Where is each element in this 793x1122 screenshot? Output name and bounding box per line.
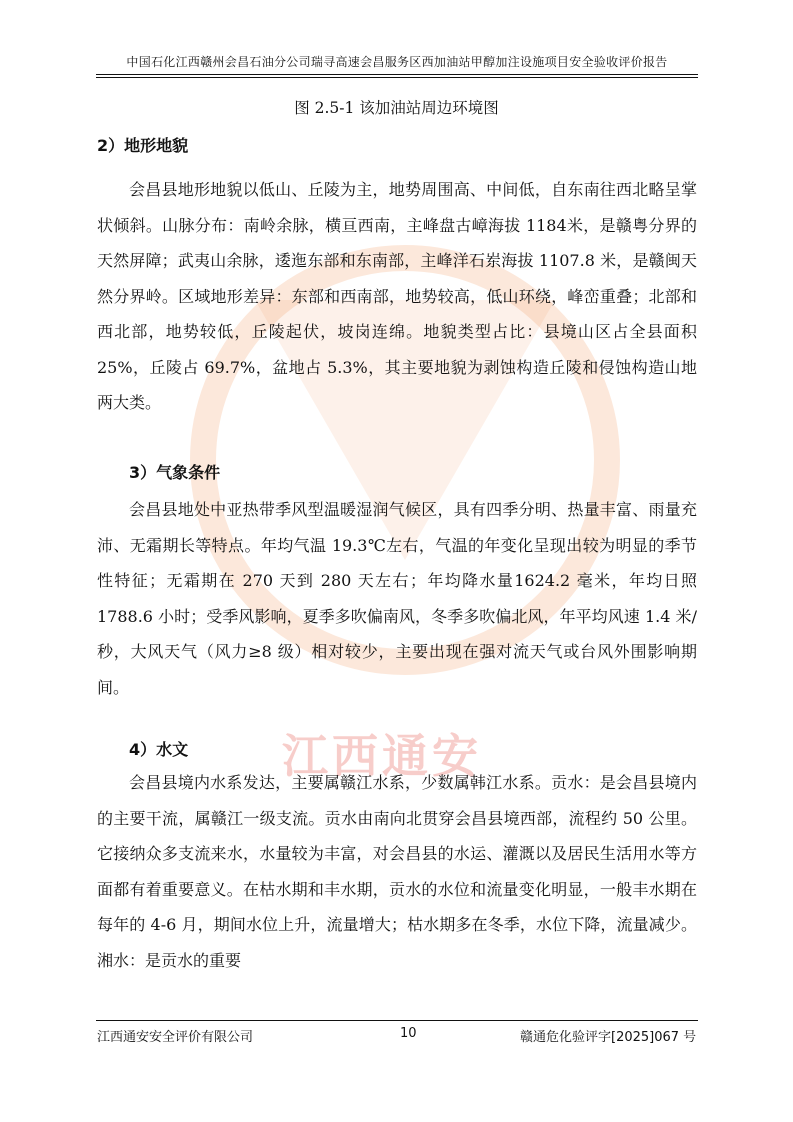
footer-page-number: 10 [400,1026,417,1041]
footer-doc-number: 赣通危化验评字[2025]067 号 [520,1030,697,1045]
section-heading-climate: 3）气象条件 [129,463,221,482]
figure-caption: 图 2.5-1 该加油站周边环境图 [294,99,499,117]
header-divider-thin [96,77,698,78]
footer-divider [96,1020,698,1021]
section-heading-hydrology: 4）水文 [129,740,189,759]
section-heading-terrain: 2）地形地貌 [97,136,189,155]
section-paragraph-hydrology: 会昌县境内水系发达，主要属赣江水系，少数属韩江水系。贡水：是会昌县境内的主要干流，属赣江一级支流。贡水由南向北贯穿会昌县境西部，流程约 50 公里。它接纳众多支流来水，水量较为丰富，对会昌县的水运、灌溉以及居民生活用水等方面都有着重要意义。在枯水期和丰水期，贡水的水位和流量变化明显，一般丰水期在每年的 4-6 月，期间水位上升，流量增大；枯水期多在冬季，水位下降，流量减少。湘水：是贡水的重要 [97,773,697,970]
page-header: 中国石化江西赣州会昌石油分公司瑞寻高速会昌服务区西加油站甲醇加注设施项目安全验收评价报告 [126,55,668,69]
section-paragraph-terrain: 会昌县地形地貌以低山、丘陵为主，地势周围高、中间低，自东南往西北略呈掌状倾斜。山脉分布：南岭余脉，横亘西南，主峰盘古嶂海拔 1184米，是赣粤分界的天然屏障；武夷山余脉，逶迤东部和东南部，主峰洋石岽海拔 1107.8 米，是赣闽天然分界岭。区域地形差异：东部和西南部，地势较高，低山环绕，峰峦重叠；北部和西北部，地势较低，丘陵起伏，坡岗连绵。地貌类型占比：县境山区占全县面积 25%，丘陵占 69.7%，盆地占 5.3%，其主要地貌为剥蚀构造丘陵和侵蚀构造山地两大类。 [97,180,697,412]
footer-company: 江西通安安全评价有限公司 [97,1030,254,1045]
section-paragraph-climate: 会昌县地处中亚热带季风型温暖湿润气候区，具有四季分明、热量丰富、雨量充沛、无霜期长等特点。年均气温 19.3℃左右，气温的年变化呈现出较为明显的季节性特征；无霜期在 270 天到 280 天左右；年均降水量1624.2 毫米，年均日照 1788.6 小时；受季风影响，夏季多吹偏南风，冬季多吹偏北风，年平均风速 1.4 米/秒，大风天气（风力≥8 级）相对较少，主要出现在强对流天气或台风外围影响期间。 [97,500,697,697]
header-divider [96,74,698,75]
watermark-text: 江西通安 [282,729,482,783]
